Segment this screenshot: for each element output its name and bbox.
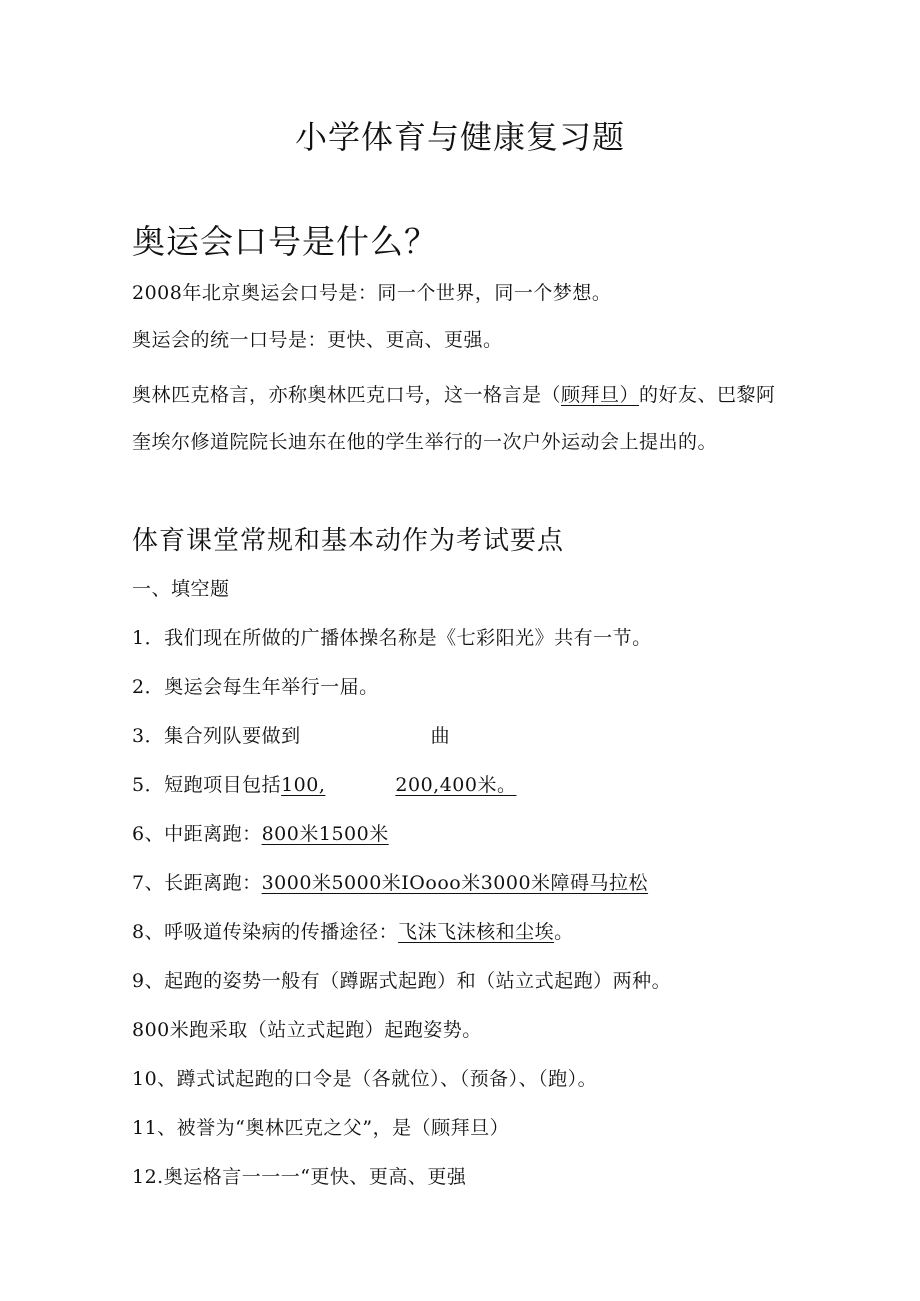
- olympic-motto-paragraph: [132, 372, 792, 466]
- question-5-answer-a: 100,: [281, 774, 326, 796]
- question-3-suffix: 曲: [430, 725, 451, 747]
- motto-paragraph-underlined: 顾拜旦）: [561, 384, 640, 406]
- section-heading-olympic-slogan: 奥运会口号是什么？: [132, 222, 438, 261]
- question-3-prefix: 3．集合列队要做到: [132, 725, 301, 747]
- question-8: [132, 917, 574, 944]
- beijing-slogan-line: 2008年北京奥运会口号是：同一个世界，同一个梦想。: [132, 282, 612, 304]
- question-11: 11、被誉为“奥林匹克之父”，是（顾拜旦）: [132, 1117, 510, 1139]
- question-5-answer-c: 400米。: [439, 774, 517, 796]
- question-2: 2．奥运会每生年举行一届。: [132, 676, 379, 698]
- page-title: 小学体育与健康复习题: [294, 118, 625, 156]
- question-8-answer: 飞沫飞沫核和尘埃: [398, 921, 555, 943]
- question-8-suffix: 。: [554, 921, 574, 943]
- question-7-prefix: 7、长距离跑：: [132, 872, 262, 894]
- question-9: 9、起跑的姿势一般有（蹲踞式起跑）和（站立式起跑）两种。: [132, 970, 672, 992]
- question-6: [132, 819, 389, 846]
- question-7: [132, 868, 648, 895]
- question-12: 12.奥运格言一一一“更快、更高、更强: [132, 1166, 467, 1188]
- fill-blank-heading: 一、填空题: [132, 578, 230, 600]
- question-1: 1．我们现在所做的广播体操名称是《七彩阳光》共有一节。: [132, 627, 652, 649]
- question-5-answer-b: 200,: [395, 774, 440, 796]
- question-6-answer: 800米1500米: [261, 823, 389, 845]
- question-7-answer: 3000米5000米IOooo米3000米障碍马拉松: [261, 872, 649, 894]
- unified-slogan-line: 奥运会的统一口号是：更快、更高、更强。: [132, 329, 503, 351]
- question-8-prefix: 8、呼吸道传染病的传播途径：: [132, 921, 399, 943]
- question-6-prefix: 6、中距离跑：: [132, 823, 262, 845]
- question-9-followup: 800米跑采取（站立式起跑）起跑姿势。: [132, 1019, 482, 1041]
- question-3: [132, 721, 450, 748]
- question-10: 10、蹲式试起跑的口令是（各就位）、（预备）、（跑）。: [132, 1068, 598, 1090]
- question-5: [132, 770, 516, 797]
- motto-paragraph-end: 的好友、巴黎阿奎埃尔修道院院长迪东在他的学生举行的一次户外运动会上提出的。: [132, 384, 776, 453]
- section-heading-class-rules: 体育课堂常规和基本动作为考试要点: [132, 526, 565, 556]
- question-5-prefix: 5．短跑项目包括: [132, 774, 282, 796]
- motto-paragraph-start: 奥林匹克格言，亦称奥林匹克口号，这一格言是（: [132, 384, 562, 406]
